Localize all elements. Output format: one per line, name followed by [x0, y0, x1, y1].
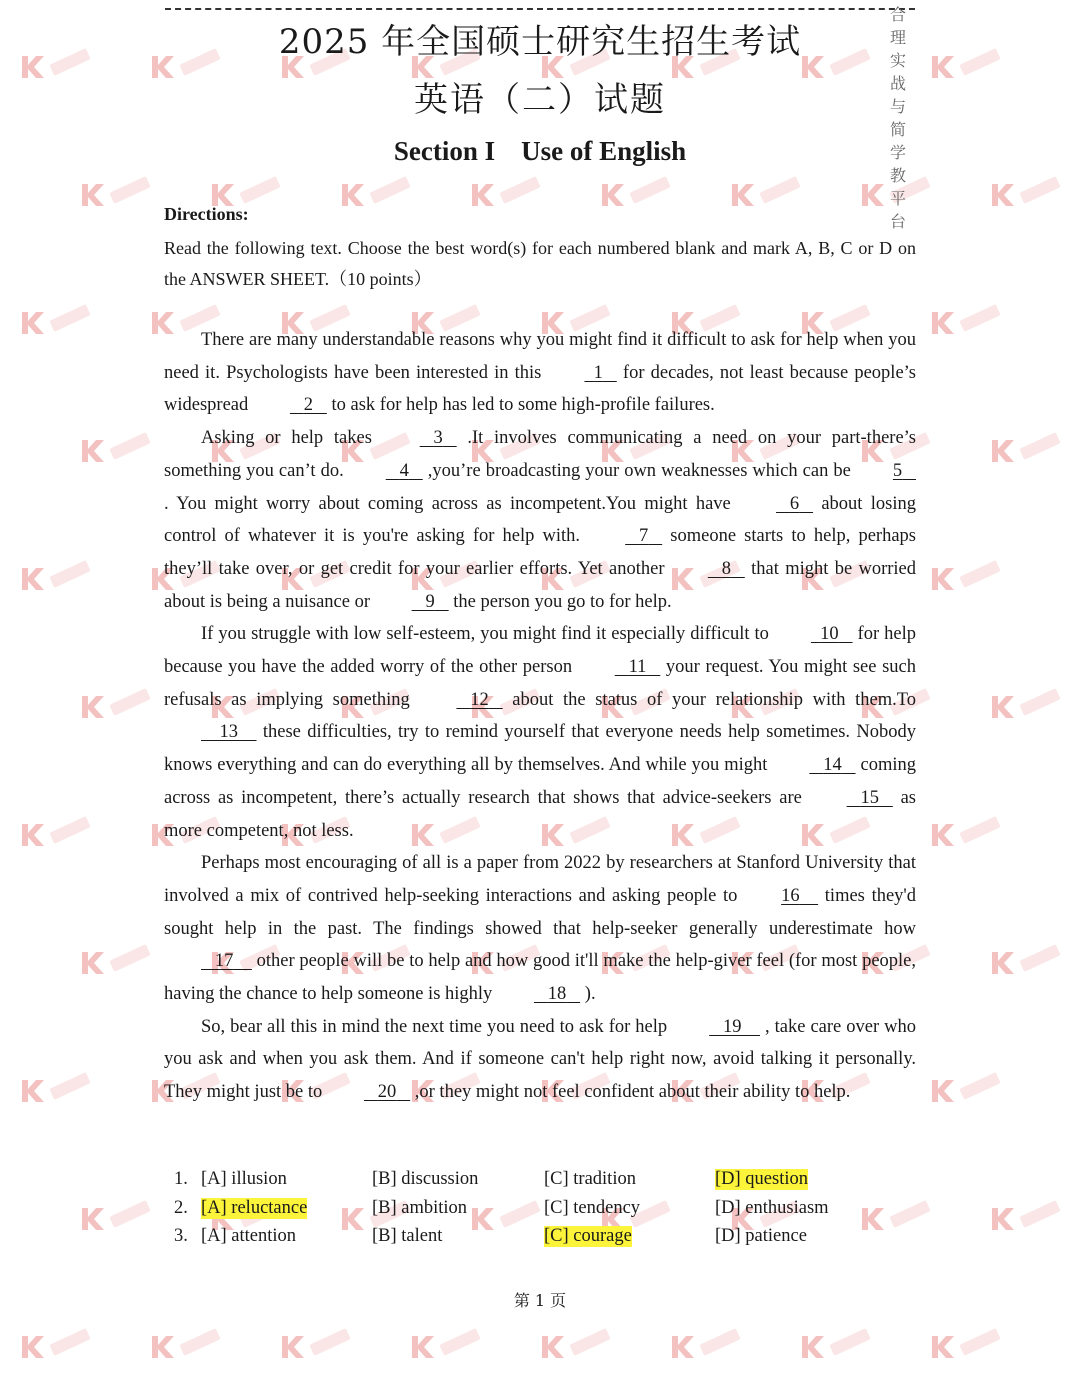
option-row-2 — [174, 1198, 874, 1227]
page-number: 第 1 页 — [513, 1291, 567, 1310]
blank-2: 2 — [303, 395, 313, 416]
watermark-logo-icon — [80, 178, 170, 218]
passage-paragraph-1: There are many understandable reasons why you might find it difficult to ask for help when you need it. Psychologists have been interested in this 1 for decades, not least because people’s widespread 2 to ask for help has led to some high-profile failures. — [164, 324, 916, 422]
watermark-logo-icon — [410, 1330, 500, 1370]
option-a: [A] illusion — [201, 1169, 287, 1189]
blank-7: 7 — [639, 526, 649, 547]
directions-heading: Directions: — [164, 204, 249, 224]
blank-16: 16 — [781, 885, 800, 906]
blank-3: 3 — [433, 428, 443, 449]
blank-9: 9 — [425, 591, 435, 612]
watermark-logo-icon — [80, 1202, 170, 1242]
watermark-logo-icon — [990, 690, 1080, 730]
watermark-logo-icon — [80, 690, 170, 730]
watermark-logo-icon — [670, 1330, 760, 1370]
option-c: [C] tendency — [544, 1197, 641, 1218]
blank-6: 6 — [789, 493, 800, 514]
watermark-logo-icon — [150, 1330, 240, 1370]
passage — [164, 324, 916, 1109]
blank-12: 12 — [470, 689, 489, 710]
section-label: Section I — [393, 136, 496, 166]
passage-paragraph-3: If you struggle with low self-esteem, you might find it especially difficult to 10 for help because you have the added worry of the other person 11 your request. You might see such refusals as implying something 12 about the status of your relationship with them.To 13 these difficulties, try to remind yourself that everyone needs help sometimes. Nobody knows everything and can do everything all by themselves. And while you might 14 coming across as incompetent, there’s actually research that shows that advice-seekers are 15 as more competent, not less. — [164, 618, 916, 847]
watermark-logo-icon — [80, 946, 170, 986]
exam-title: 2025 年全国硕士研究生招生考试 — [278, 22, 802, 62]
watermark-logo-icon — [930, 1074, 1020, 1114]
question-number: 1. — [174, 1169, 188, 1189]
watermark-logo-icon — [730, 178, 820, 218]
watermark-logo-icon — [340, 178, 430, 218]
watermark-logo-icon — [600, 178, 690, 218]
exam-subtitle: 英语（二）试题 — [414, 80, 666, 120]
watermark-logo-icon — [20, 562, 110, 602]
option-a-highlighted: [A] reluctance — [201, 1197, 308, 1218]
watermark-logo-icon — [80, 434, 170, 474]
answer-options — [174, 1169, 874, 1255]
watermark-logo-icon — [930, 1330, 1020, 1370]
blank-5: 5 — [892, 460, 903, 481]
option-a: [A] attention — [201, 1226, 297, 1246]
question-number: 3. — [174, 1226, 188, 1246]
option-row-3 — [174, 1226, 874, 1255]
blank-4: 4 — [399, 460, 409, 481]
option-d: [D] patience — [715, 1226, 807, 1246]
watermark-logo-icon — [470, 178, 560, 218]
watermark-logo-icon — [990, 178, 1080, 218]
section-name: Use of English — [521, 136, 687, 166]
watermark-logo-icon — [930, 562, 1020, 602]
option-c-highlighted: [C] courage — [544, 1226, 632, 1246]
option-b: [B] ambition — [372, 1197, 468, 1218]
question-number: 2. — [174, 1197, 188, 1218]
blank-19: 19 — [723, 1016, 742, 1037]
watermark-logo-icon — [930, 818, 1020, 858]
watermark-logo-icon — [280, 1330, 370, 1370]
watermark-logo-icon — [20, 1330, 110, 1370]
watermark-logo-icon — [990, 434, 1080, 474]
watermark-logo-icon — [930, 306, 1020, 346]
watermark-logo-icon — [20, 306, 110, 346]
blank-13: 13 — [219, 722, 238, 743]
option-row-1 — [174, 1169, 874, 1198]
watermark-logo-icon — [20, 818, 110, 858]
option-c: [C] tradition — [544, 1169, 636, 1189]
watermark-logo-icon — [20, 1074, 110, 1114]
blank-1: 1 — [593, 362, 603, 383]
option-d-highlighted: [D] question — [715, 1169, 808, 1189]
blank-11: 11 — [628, 657, 647, 678]
watermark-logo-icon — [990, 1202, 1080, 1242]
watermark-logo-icon — [800, 1330, 890, 1370]
directions-text: Read the following text. Choose the best word(s) for each numbered blank and mark A, B, C or D on the ANSWER SHEET.（10 points） — [164, 238, 916, 289]
option-d: [D] enthusiasm — [715, 1197, 829, 1218]
passage-paragraph-4: Perhaps most encouraging of all is a paper from 2022 by researchers at Stanford University that involved a mix of contrived help-seeking interactions and asking people to 16 times they'd sought help in the past. The findings showed that help-seeker generally underestimate how 17 other people will be to help and how good it'll make the help-giver feel (for most people, having the chance to help someone is highly 18 ). — [164, 847, 916, 1011]
blank-15: 15 — [860, 787, 879, 808]
blank-20: 20 — [377, 1082, 397, 1103]
option-b: [B] talent — [372, 1226, 443, 1246]
header-corner-text: 合理实战与简学教平台 — [890, 5, 907, 231]
option-b: [B] discussion — [372, 1169, 479, 1189]
blank-14: 14 — [823, 755, 842, 776]
passage-paragraph-5: So, bear all this in mind the next time you need to ask for help 19 , take care over who you ask and when you ask them. And if someone can't help right now, avoid talking it personally. They might just be to 20 ,or they might not feel confident about their ability to help. — [164, 1011, 916, 1109]
passage-paragraph-2: Asking or help takes 3 .It involves communicating a need on your part-there’s something you can’t do. 4 ,you’re broadcasting your own weaknesses which can be 5 . You might worry about coming across as incompetent.You might have 6 about losing control of whatever it is you're asking for help with. 7 someone starts to help, perhaps they’ll take over, or get credit for your earlier efforts. Yet another 8 that might be worried about is being a nuisance or 9 the person you go to for help. — [164, 422, 916, 618]
blank-8: 8 — [721, 558, 731, 579]
section-heading — [0, 136, 1080, 167]
blank-17: 17 — [214, 951, 234, 972]
blank-18: 18 — [547, 984, 567, 1005]
watermark-logo-icon — [540, 1330, 630, 1370]
blank-10: 10 — [820, 624, 839, 645]
watermark-logo-icon — [990, 946, 1080, 986]
